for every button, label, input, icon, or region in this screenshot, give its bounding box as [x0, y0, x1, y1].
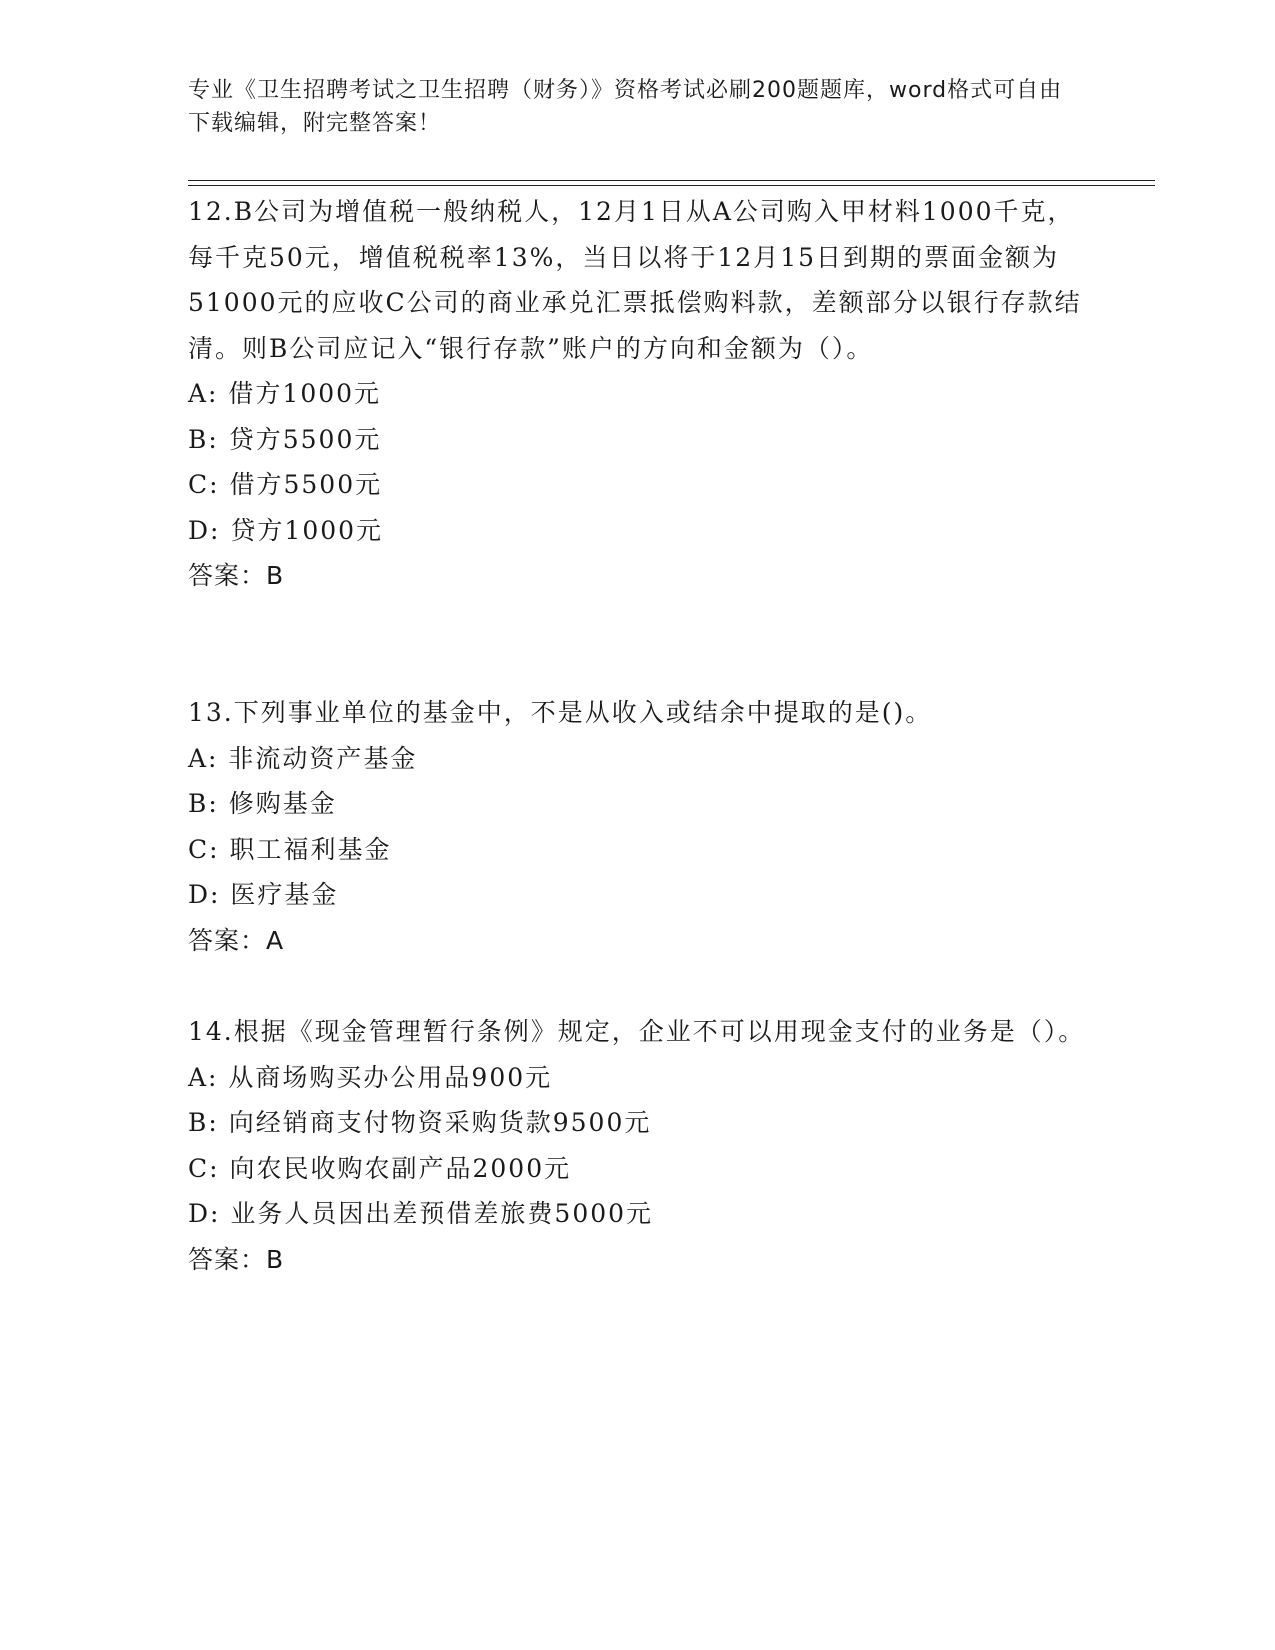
option-b: B: 向经销商支付物资采购货款9500元 — [188, 1108, 652, 1137]
question-text: 14.根据《现金管理暂行条例》规定，企业不可以用现金支付的业务是（）。 — [188, 1017, 1086, 1046]
question-text: 13.下列事业单位的基金中，不是从收入或结余中提取的是()。 — [188, 698, 933, 727]
option-b: B: 贷方5500元 — [188, 424, 382, 454]
question-12 — [188, 189, 1088, 599]
answer-label: 答案：B — [188, 1244, 285, 1274]
header-divider-top — [188, 180, 1155, 181]
option-a: A: 从商场购买办公用品900元 — [188, 1062, 553, 1092]
header-divider-bottom — [188, 185, 1155, 186]
option-d: D: 业务人员因出差预借差旅费5000元 — [188, 1199, 654, 1228]
option-c: C: 职工福利基金 — [188, 834, 392, 864]
question-13 — [188, 690, 1088, 963]
option-c: C: 向农民收购农副产品2000元 — [188, 1153, 572, 1183]
document-header: 专业《卫生招聘考试之卫生招聘（财务）》资格考试必刷200题题库，word格式可自由下载编辑，附完整答案！ — [188, 78, 1063, 136]
answer-label: 答案：B — [188, 561, 285, 590]
option-d: D: 医疗基金 — [188, 880, 339, 909]
question-14 — [188, 1009, 1088, 1282]
question-text: 12.B公司为增值税一般纳税人，12月1日从A公司购入甲材料1000千克，每千克50元，增值税税率13%，当日以将于12月15日到期的票面金额为51000元的应收C公司的商业承兑汇票抵偿购料款，差额部分以银行存款结清。则B公司应记入“银行存款”账户的方向和金额为（）。 — [188, 197, 1082, 363]
option-a: A: 借方1000元 — [188, 379, 382, 408]
answer-label: 答案：A — [188, 925, 285, 955]
option-c: C: 借方5500元 — [188, 470, 383, 499]
option-a: A: 非流动资产基金 — [188, 743, 418, 773]
option-b: B: 修购基金 — [188, 789, 337, 818]
option-d: D: 贷方1000元 — [188, 515, 384, 545]
